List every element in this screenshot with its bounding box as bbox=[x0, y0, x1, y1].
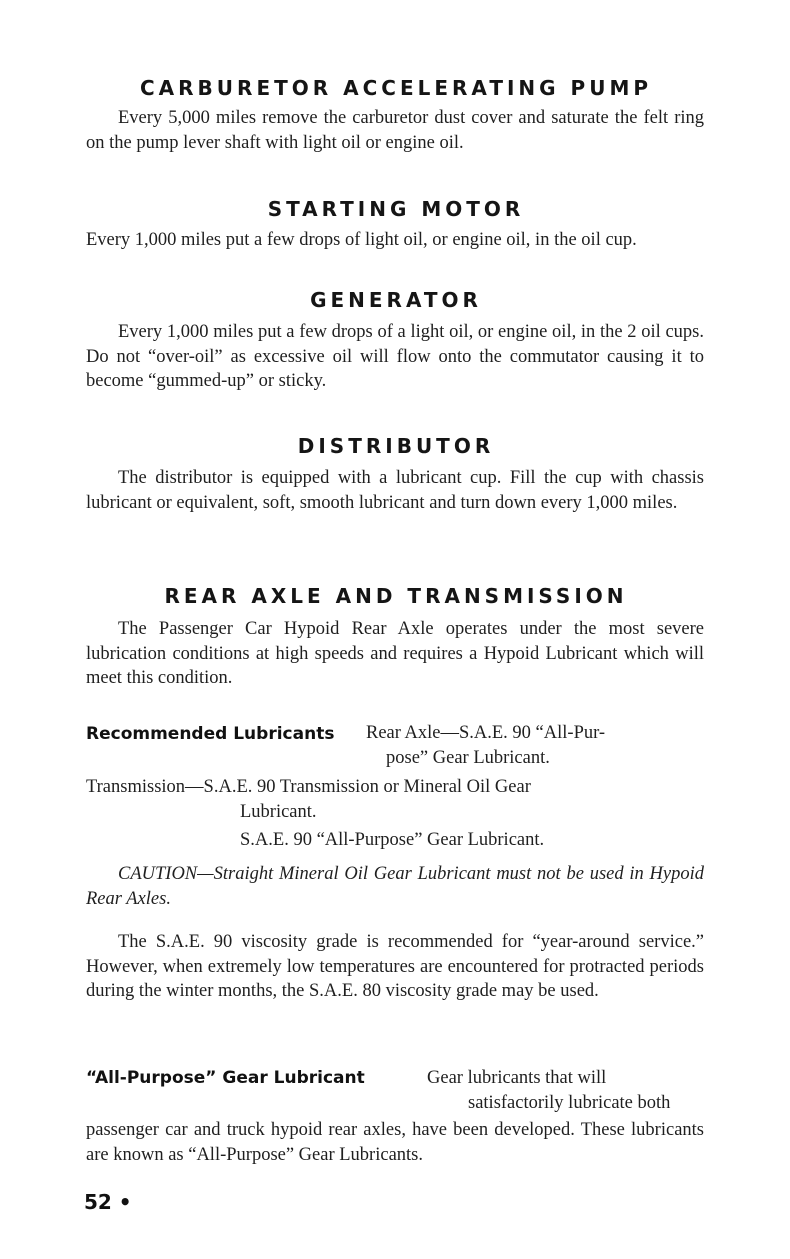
caution-label: CAUTION bbox=[118, 864, 198, 884]
recommended-lubricants-label: Recommended Lubricants bbox=[86, 724, 335, 744]
rear-axle-text: The Passenger Car Hypoid Rear Axle operates under the most severe lubrication conditions at high speeds and requires a Hypoid Lubricant which will meet this condition. bbox=[86, 619, 704, 688]
heading-distributor: DISTRIBUTOR bbox=[297, 434, 495, 458]
heading-rear-axle-transmission: REAR AXLE AND TRANSMISSION bbox=[164, 584, 628, 608]
viscosity-text: The S.A.E. 90 viscosity grade is recommended for “year-around service.” However, when extremely low temperatures are encountered for protracted periods during the winter months, the S.A.E. 80 viscosity grade may be used. bbox=[86, 932, 704, 1001]
rear-axle-spec-line2: pose” Gear Lubricant. bbox=[386, 748, 550, 768]
page-number: 52 • bbox=[84, 1190, 132, 1214]
caution-note bbox=[86, 862, 704, 911]
caution-text: —Straight Mineral Oil Gear Lubricant must not be used in Hypoid Rear Axles. bbox=[86, 864, 704, 909]
transmission-spec-line3: S.A.E. 90 “All-Purpose” Gear Lubricant. bbox=[240, 830, 545, 850]
all-purpose-line2: satisfactorily lubricate both bbox=[468, 1093, 671, 1113]
all-purpose-line1: Gear lubricants that will bbox=[427, 1068, 607, 1088]
carburetor-pump-text: Every 5,000 miles remove the carburetor dust cover and saturate the felt ring on the pump lever shaft with light oil or engine oil. bbox=[86, 108, 704, 153]
transmission-spec-line2: Lubricant. bbox=[240, 802, 317, 822]
heading-carburetor-pump: CARBURETOR ACCELERATING PUMP bbox=[140, 76, 652, 100]
distributor-text: The distributor is equipped with a lubricant cup. Fill the cup with chassis lubricant or equivalent, soft, smooth lubricant and turn down every 1,000 miles. bbox=[86, 468, 704, 513]
heading-generator: GENERATOR bbox=[310, 288, 482, 312]
all-purpose-text: passenger car and truck hypoid rear axles, have been developed. These lubricants are known as “All-Purpose” Gear Lubricants. bbox=[86, 1120, 704, 1165]
generator-text: Every 1,000 miles put a few drops of a light oil, or engine oil, in the 2 oil cups. Do not “over-oil” as excessive oil will flow onto the commutator causing it to become “gummed-up” or sticky. bbox=[86, 322, 704, 391]
transmission-spec-line1: Transmission—S.A.E. 90 Transmission or Mineral Oil Gear bbox=[86, 777, 531, 797]
all-purpose-label: “All-Purpose” Gear Lubricant bbox=[86, 1068, 365, 1088]
heading-starting-motor: STARTING MOTOR bbox=[267, 197, 525, 221]
starting-motor-text: Every 1,000 miles put a few drops of light oil, or engine oil, in the oil cup. bbox=[86, 230, 637, 250]
rear-axle-spec-line1: Rear Axle—S.A.E. 90 “All-Pur- bbox=[366, 723, 606, 743]
